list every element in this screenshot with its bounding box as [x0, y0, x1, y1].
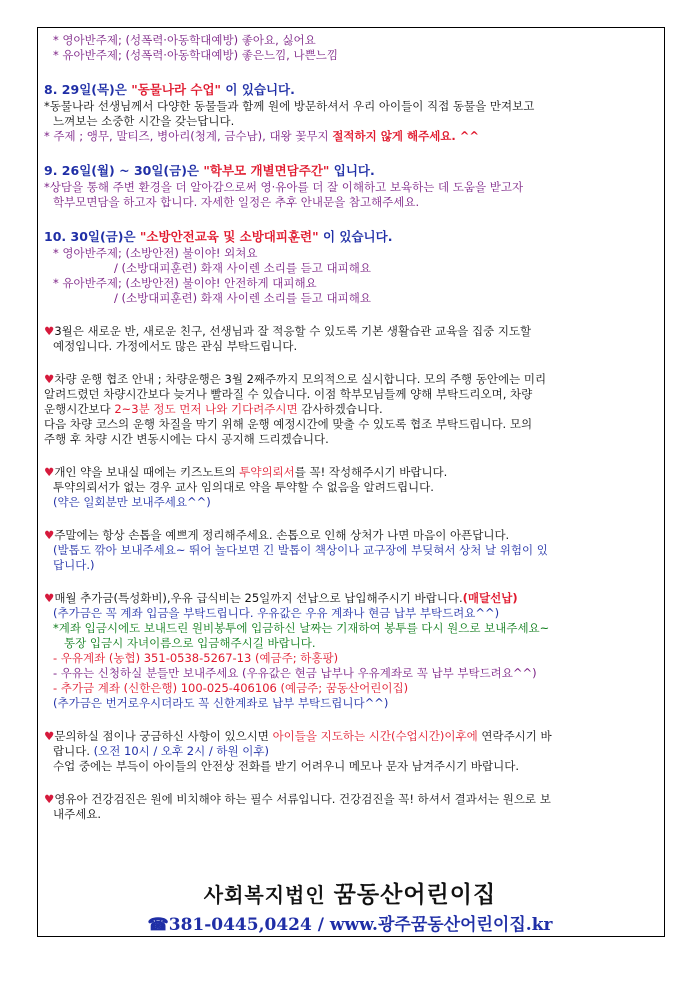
notice8-heading [44, 81, 664, 99]
vehicle-line-3 [44, 402, 664, 417]
inquiry-line-2 [44, 744, 664, 759]
newsletter-body [44, 33, 664, 822]
notice8-body-1: *동물나라 선생님께서 다양한 동물들과 함께 원에 방문하셔서 우리 아이들이 직접 동물을 만져보고 [44, 99, 535, 113]
phone-icon: ☎ [147, 915, 169, 935]
payment-line1-pre: 매월 추가금(특성화비),우유 급식비는 25일까지 선납으로 납입해주시기 바랍니다. [54, 591, 463, 605]
notice10-line-4: / (소방대피훈련) 화재 사이렌 소리를 듣고 대피해요 [114, 291, 371, 305]
top-item-infant-prefix: * 영아반주제; [53, 33, 122, 47]
heart-icon: ♥ [44, 729, 55, 743]
payment-line1-em: (매달선납) [462, 591, 518, 605]
footer-contact-text: 381-0445,0424 / www.광주꿈동산어린이집.kr [168, 915, 553, 935]
inquiry-line2-pre: 랍니다. [53, 744, 90, 758]
inquiry-line1-em: 아이들을 지도하는 시간(수업시간)이후에 [272, 729, 478, 743]
heart-icon: ♥ [44, 528, 55, 542]
notice8-date: 8. 29일(목)은 [44, 82, 127, 97]
notice8-title: "동물나라 수업" [131, 82, 222, 97]
notice10-heading [44, 228, 664, 246]
notice10-line-3: * 유아반주제; (소방안전) 불이야! 안전하게 대피해요 [53, 276, 317, 290]
notice9-date: 9. 26일(월) ~ 30일(금)은 [44, 163, 199, 178]
notice9-body-2: 학부모면담을 하고자 합니다. 자세한 일정은 추후 안내문을 참고해주세요. [53, 195, 420, 209]
payment-line-1 [44, 591, 664, 606]
payment-line-2: (추가금은 꼭 계좌 입금을 부탁드립니다. 우유값은 우유 계좌나 현금 납부 부탁드려요^^) [53, 606, 500, 620]
vehicle-line3-em: 2~3분 정도 먼저 나와 기다려주시면 [114, 402, 298, 416]
notice9-heading [44, 162, 664, 180]
medicine-line1-post: 를 꼭! 작성해주시기 바랍니다. [294, 465, 448, 479]
inquiry-line-3: 수업 중에는 부득이 아이들의 안전상 전화를 받기 어려우니 메모나 문자 남겨주시기 바랍니다. [53, 759, 520, 773]
vehicle-line-4: 다음 차량 코스의 운행 차질을 막기 위해 운행 예정시간에 맞출 수 있도록 협조 부탁드립니다. 모의 [44, 417, 533, 431]
inquiry-line2-em: (오전 10시 / 오후 2시 / 하원 이후) [93, 744, 269, 758]
nails-line-3: 답니다.) [53, 558, 95, 572]
notice8-theme-label: * 주제 ; 앵무, 말티즈, 병아리(청계, 금수남), 대왕 꽃무지 [44, 129, 329, 143]
health-line-2: 내주세요. [53, 807, 102, 821]
footer-contact [0, 910, 700, 935]
inquiry-line-1 [44, 729, 664, 744]
medicine-line-2: 투약의뢰서가 없는 경우 교사 임의대로 약을 투약할 수 없음을 알려드립니다. [53, 480, 434, 494]
footer-org-name: 꿈동산어린이집 [333, 882, 497, 908]
medicine-line-3: (약은 일회분만 보내주세요^^) [53, 495, 211, 509]
nails-line-1 [44, 528, 664, 543]
top-item-infant-text: (성폭력·아동학대예방) 좋아요, 싫어요 [125, 33, 316, 47]
notice10-title: "소방안전교육 및 소방대피훈련" [139, 229, 319, 244]
notice10-date: 10. 30일(금)은 [44, 229, 136, 244]
top-item-toddler [44, 48, 664, 63]
notice10-suffix: 이 있습니다. [322, 229, 393, 244]
vehicle-text-1: 차량 운행 협조 안내 ; 차량운행은 3월 2째주까지 모의적으로 실시합니다. 모의 주행 동안에는 미리 [54, 372, 547, 386]
medicine-line1-pre: 개인 약을 보내실 때에는 키즈노트의 [54, 465, 236, 479]
heart-icon: ♥ [44, 792, 55, 806]
top-item-toddler-prefix: * 유아반주제; [53, 48, 122, 62]
vehicle-line-1 [44, 372, 664, 387]
payment-line-3: *계좌 입금시에도 보내드린 원비봉투에 입금하신 날짜는 기재하여 봉투를 다시 원으로 보내주세요~ [53, 621, 550, 635]
health-text-1: 영유아 건강검진은 원에 비치해야 하는 필수 서류입니다. 건강검진을 꼭! 하셔서 결과서는 원으로 보 [54, 792, 551, 806]
footer-organization [0, 876, 700, 909]
health-line-1 [44, 792, 664, 807]
notice10-line-1: * 영아반주제; (소방안전) 불이야! 외쳐요 [53, 246, 258, 260]
notice8-body-2: 느껴보는 소중한 시간을 갖는답니다. [53, 114, 235, 128]
march-line-2: 예정입니다. 가정에서도 많은 관심 부탁드립니다. [53, 339, 298, 353]
notice10-line-2: / (소방대피훈련) 화재 사이렌 소리를 듣고 대피해요 [114, 261, 371, 275]
top-item-toddler-text: (성폭력·아동학대예방) 좋은느낌, 나쁜느낌 [125, 48, 338, 62]
heart-icon: ♥ [44, 324, 55, 338]
payment-line-5: - 우유계좌 (농협) 351-0538-5267-13 (예금주; 하홍팡) [53, 651, 339, 665]
heart-icon: ♥ [44, 372, 55, 386]
notice8-theme [44, 129, 664, 144]
top-item-infant [44, 33, 664, 48]
notice9-body-1: *상담을 통해 주변 환경을 더 알아감으로써 영·유아를 더 잘 이해하고 보육하는 데 도움을 받고자 [44, 180, 524, 194]
inquiry-line1-post: 연락주시기 바 [481, 729, 552, 743]
heart-icon: ♥ [44, 465, 55, 479]
vehicle-line3-pre: 운행시간보다 [44, 402, 111, 416]
payment-line-6: - 우유는 신청하실 분들만 보내주세요 (우유값은 현금 납부나 우유계좌로 꼭 납부 부탁드려요^^) [53, 666, 537, 680]
vehicle-line-2: 알려드렸던 차량시간보다 늦거나 빨라질 수 있습니다. 이점 학부모님들께 양해 부탁드리오며, 차량 [44, 387, 533, 401]
payment-line-8: (추가금은 번거로우시더라도 꼭 신한계좌로 납부 부탁드립니다^^) [53, 696, 389, 710]
notice9-title: "학부모 개별면담주간" [203, 163, 330, 178]
medicine-line1-em: 투약의뢰서 [239, 465, 295, 479]
nails-text-1: 주말에는 항상 손톱을 예쁘게 정리해주세요. 손톱으로 인해 상처가 나면 마음이 아픈답니다. [54, 528, 510, 542]
inquiry-line1-pre: 문의하실 점이나 궁금하신 사항이 있으시면 [54, 729, 269, 743]
march-line-1 [44, 324, 664, 339]
march-text-1: 3월은 새로운 반, 새로운 친구, 선생님과 잘 적응할 수 있도록 기본 생활습관 교육을 집중 지도할 [54, 324, 532, 338]
notice8-suffix: 이 있습니다. [225, 82, 295, 97]
payment-line-4: 통장 입금시 자녀이름으로 입금해주시길 바랍니다. [64, 636, 316, 650]
vehicle-line-5: 주행 후 차량 시간 변동시에는 다시 공지해 드리겠습니다. [44, 432, 329, 446]
payment-line-7: - 추가금 계좌 (신한은행) 100-025-406106 (예금주; 꿈동산어린이집) [53, 681, 409, 695]
vehicle-line3-post: 감사하겠습니다. [301, 402, 383, 416]
notice8-theme-warning: 절적하지 않게 해주세요. ^^ [332, 129, 480, 143]
heart-icon: ♥ [44, 591, 55, 605]
nails-line-2: (발톱도 깎아 보내주세요~ 뛰어 놀다보면 긴 발톱이 책상이나 교구장에 부딪혀서 상처 날 위험이 있 [53, 543, 548, 557]
footer-org-prefix: 사회복지법인 [203, 883, 326, 907]
medicine-line-1 [44, 465, 664, 480]
notice9-suffix: 입니다. [333, 163, 375, 178]
